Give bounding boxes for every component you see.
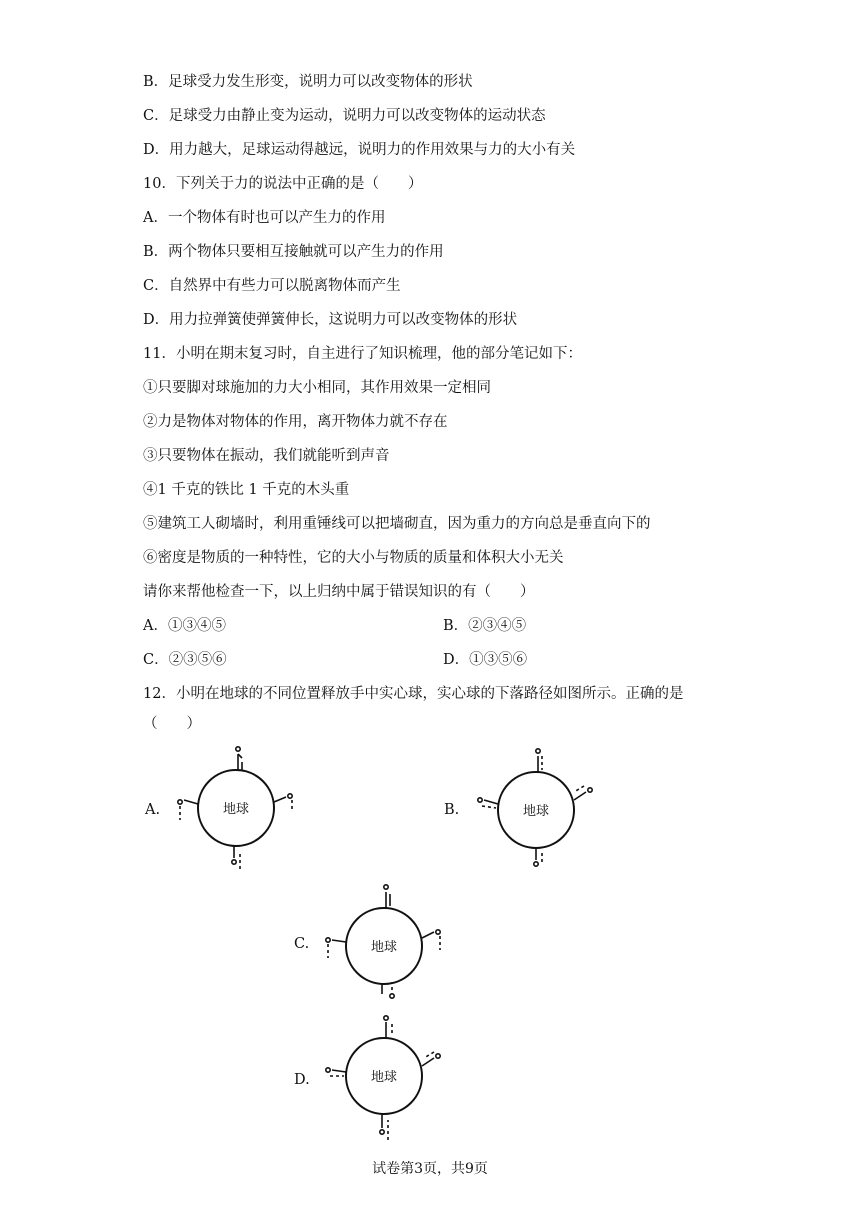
q11-option-d: D．①③⑤⑥ <box>443 652 528 668</box>
q9-option-c: C．足球受力由静止变为运动，说明力可以改变物体的运动状态 <box>143 108 546 124</box>
q11-note-2: ②力是物体对物体的作用，离开物体力就不存在 <box>143 414 448 430</box>
figure-c-earth-label: 地球 <box>370 940 398 955</box>
q12-stem: 12．小明在地球的不同位置释放手中实心球，实心球的下落路径如图所示。正确的是 <box>143 686 684 702</box>
q10-stem: 10．下列关于力的说法中正确的是（ ） <box>143 176 423 192</box>
q11-question: 请你来帮他检查一下，以上归纳中属于错误知识的有（ ） <box>143 584 535 600</box>
q11-note-6: ⑥密度是物质的一种特性，它的大小与物质的质量和体积大小无关 <box>143 550 564 566</box>
figure-d-label: D. <box>294 1072 310 1088</box>
q12-stem-parens: （ ） <box>143 716 201 732</box>
figure-b <box>468 742 608 872</box>
q11-note-3: ③只要物体在振动，我们就能听到声音 <box>143 448 390 464</box>
page-footer: 试卷第3页，共9页 <box>372 1161 488 1177</box>
q10-option-a: A．一个物体有时也可以产生力的作用 <box>143 210 386 226</box>
q11-option-c: C．②③⑤⑥ <box>143 652 227 668</box>
figure-c-label: C. <box>294 936 310 952</box>
q11-note-1: ①只要脚对球施加的力大小相同，其作用效果一定相同 <box>143 380 491 396</box>
q10-option-d: D．用力拉弹簧使弹簧伸长，这说明力可以改变物体的形状 <box>143 312 518 328</box>
figure-a <box>170 742 310 872</box>
q11-note-5: ⑤建筑工人砌墙时，利用重锤线可以把墙砌直，因为重力的方向总是垂直向下的 <box>143 516 651 532</box>
q11-option-b: B．②③④⑤ <box>443 618 527 634</box>
q11-stem: 11．小明在期末复习时，自主进行了知识梳理，他的部分笔记如下： <box>143 346 582 362</box>
q9-option-d: D．用力越大，足球运动得越远，说明力的作用效果与力的大小有关 <box>143 142 576 158</box>
figure-d-earth-label: 地球 <box>370 1070 398 1085</box>
q10-option-b: B．两个物体只要相互接触就可以产生力的作用 <box>143 244 444 260</box>
q10-option-c: C．自然界中有些力可以脱离物体而产生 <box>143 278 401 294</box>
q11-option-a: A．①③④⑤ <box>143 618 226 634</box>
figure-b-earth-label: 地球 <box>522 804 550 819</box>
figure-d <box>316 1012 456 1144</box>
figure-a-earth-label: 地球 <box>222 802 250 817</box>
q9-option-b: B．足球受力发生形变，说明力可以改变物体的形状 <box>143 74 473 90</box>
figure-a-label: A. <box>145 802 161 818</box>
figure-c <box>316 880 456 1010</box>
figure-b-label: B. <box>444 802 460 818</box>
q11-note-4: ④1 千克的铁比 1 千克的木头重 <box>143 482 350 498</box>
